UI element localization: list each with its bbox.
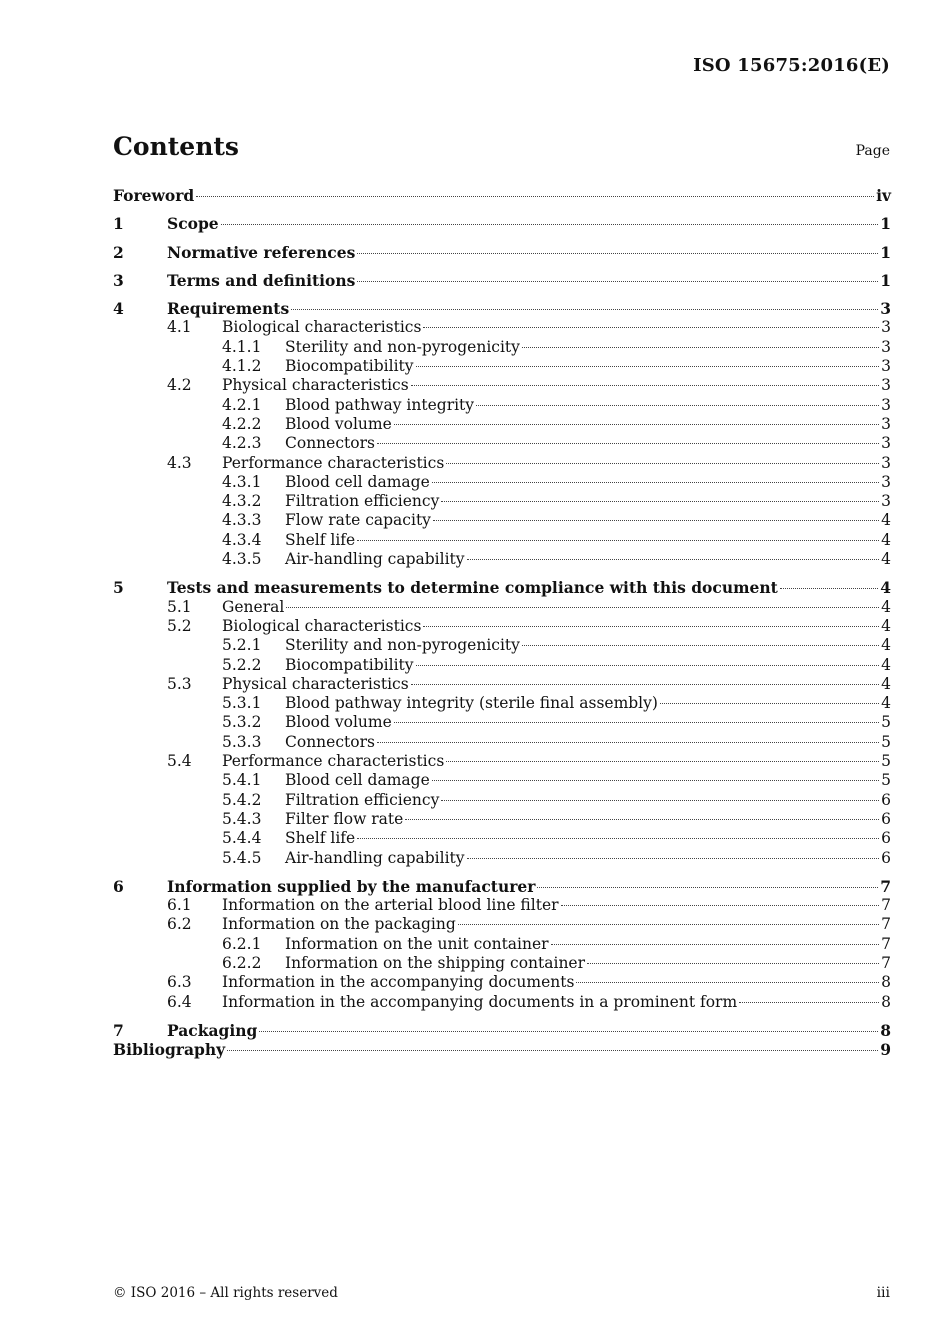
- toc-entry-page: 6: [881, 848, 891, 867]
- toc-entry-number: 2: [113, 242, 124, 262]
- table-of-contents: [113, 186, 891, 1059]
- toc-entry[interactable]: [113, 318, 891, 337]
- toc-entry[interactable]: [113, 896, 891, 915]
- toc-entry-title: Foreword: [113, 186, 195, 205]
- toc-entry-page: 4: [881, 511, 891, 530]
- toc-entry-title: Blood volume: [285, 713, 392, 732]
- toc-dot-leader: [377, 742, 879, 743]
- toc-entry-title: Biological characteristics: [222, 616, 422, 635]
- toc-entry-number: 5.4.1: [222, 771, 262, 790]
- toc-entry-title: Filtration efficiency: [285, 492, 440, 511]
- toc-dot-leader: [416, 665, 880, 666]
- toc-dot-leader: [394, 722, 879, 723]
- toc-dot-leader: [423, 626, 879, 627]
- toc-entry-title: Information in the accompanying documents in a prominent form: [222, 992, 738, 1011]
- toc-entry-page: 3: [881, 472, 891, 491]
- toc-entry-page: 3: [881, 337, 891, 356]
- toc-entry-page: 3: [881, 434, 891, 453]
- toc-entry[interactable]: [113, 829, 891, 848]
- toc-entry-title: Biocompatibility: [285, 357, 414, 376]
- toc-entry-number: 4.2.3: [222, 434, 262, 453]
- toc-entry[interactable]: [113, 791, 891, 810]
- toc-entry[interactable]: [113, 849, 891, 868]
- toc-dot-leader: [286, 607, 879, 608]
- toc-entry[interactable]: [113, 935, 891, 954]
- toc-entry[interactable]: [113, 338, 891, 357]
- toc-entry-number: 6: [113, 876, 124, 896]
- toc-entry[interactable]: [113, 954, 891, 973]
- toc-entry[interactable]: [113, 214, 891, 233]
- toc-entry-title: Shelf life: [285, 530, 356, 549]
- toc-entry-title: Air-handling capability: [285, 550, 465, 569]
- toc-entry-page: 1: [880, 270, 891, 290]
- toc-entry-number: 6.3: [167, 973, 192, 992]
- toc-dot-leader: [433, 520, 879, 521]
- toc-entry-page: 3: [881, 492, 891, 511]
- toc-entry-page: 4: [881, 694, 891, 713]
- toc-entry-number: 5.3.1: [222, 694, 262, 713]
- toc-entry-page: 4: [881, 530, 891, 549]
- toc-entry-page: 1: [880, 242, 891, 262]
- toc-entry-number: 4.1.2: [222, 357, 262, 376]
- toc-entry[interactable]: [113, 531, 891, 550]
- toc-entry-number: 5.3.3: [222, 732, 262, 751]
- toc-entry[interactable]: [113, 1021, 891, 1040]
- toc-entry-title: Information on the shipping container: [285, 953, 586, 972]
- toc-entry[interactable]: [113, 550, 891, 569]
- toc-dot-leader: [357, 838, 879, 839]
- toc-entry-page: 5: [881, 752, 891, 771]
- toc-dot-leader: [291, 309, 878, 310]
- toc-dot-leader: [441, 800, 879, 801]
- toc-entry-page: 5: [881, 771, 891, 790]
- toc-entry-number: 1: [113, 214, 124, 234]
- toc-entry-title: Connectors: [285, 732, 375, 751]
- toc-entry-title: Sterility and non-pyrogenicity: [285, 636, 520, 655]
- toc-dot-leader: [522, 645, 879, 646]
- toc-entry-page: 8: [881, 992, 891, 1011]
- toc-entry-number: 4.3.3: [222, 511, 262, 530]
- toc-entry-title: Information supplied by the manufacturer: [167, 876, 536, 896]
- toc-entry[interactable]: [113, 771, 891, 790]
- toc-dot-leader: [441, 501, 879, 502]
- toc-entry-page: 6: [881, 790, 891, 809]
- toc-entry-page: 5: [881, 732, 891, 751]
- toc-dot-leader: [357, 253, 878, 254]
- toc-entry-page: 1: [880, 214, 891, 234]
- toc-entry-number: 6.2.1: [222, 934, 262, 953]
- toc-entry[interactable]: [113, 357, 891, 376]
- toc-entry-title: Blood pathway integrity (sterile final assembly): [285, 694, 658, 713]
- toc-entry-page: 3: [880, 299, 891, 319]
- toc-entry-title: Requirements: [167, 299, 290, 319]
- toc-entry-page: 6: [881, 829, 891, 848]
- toc-dot-leader: [227, 1050, 878, 1051]
- toc-entry-page: 4: [881, 597, 891, 616]
- toc-entry-number: 5: [113, 578, 124, 598]
- toc-dot-leader: [416, 366, 880, 367]
- toc-dot-leader: [467, 559, 880, 560]
- toc-entry-title: Flow rate capacity: [285, 511, 431, 530]
- toc-entry[interactable]: [113, 598, 891, 617]
- toc-entry-title: Biocompatibility: [285, 655, 414, 674]
- toc-entry-title: Tests and measurements to determine compliance with this document: [167, 578, 778, 598]
- toc-dot-leader: [446, 463, 879, 464]
- toc-entry-title: Blood cell damage: [285, 472, 430, 491]
- toc-entry-number: 5.4.2: [222, 790, 262, 809]
- toc-dot-leader: [476, 405, 879, 406]
- toc-dot-leader: [405, 819, 879, 820]
- toc-entry-title: Performance characteristics: [222, 453, 445, 472]
- toc-entry[interactable]: [113, 492, 891, 511]
- toc-entry-number: 5.4: [167, 752, 192, 771]
- toc-dot-leader: [423, 327, 879, 328]
- toc-entry-title: Physical characteristics: [222, 674, 409, 693]
- toc-entry-number: 4.3.4: [222, 530, 262, 549]
- toc-entry-number: 5.4.4: [222, 829, 262, 848]
- toc-entry-number: 5.3: [167, 674, 192, 693]
- toc-entry-page: 4: [881, 636, 891, 655]
- toc-entry[interactable]: [113, 617, 891, 636]
- toc-entry-title: Information in the accompanying documents: [222, 973, 575, 992]
- toc-entry-number: 5.2.2: [222, 655, 262, 674]
- toc-entry-number: 4.3.5: [222, 550, 262, 569]
- toc-entry-page: 7: [881, 915, 891, 934]
- toc-entry-number: 5.2: [167, 616, 192, 635]
- toc-entry[interactable]: [113, 694, 891, 713]
- toc-entry-number: 6.2.2: [222, 953, 262, 972]
- toc-entry-page: 8: [881, 973, 891, 992]
- toc-dot-leader: [561, 905, 880, 906]
- toc-entry[interactable]: [113, 1040, 891, 1059]
- toc-entry[interactable]: [113, 877, 891, 896]
- toc-dot-leader: [587, 963, 879, 964]
- toc-entry-title: Filter flow rate: [285, 809, 404, 828]
- toc-entry-number: 4.3: [167, 453, 192, 472]
- toc-dot-leader: [551, 944, 880, 945]
- toc-entry[interactable]: [113, 243, 891, 262]
- toc-entry-page: 3: [881, 453, 891, 472]
- toc-entry[interactable]: [113, 511, 891, 530]
- toc-entry[interactable]: [113, 636, 891, 655]
- footer-copyright: © ISO 2016 – All rights reserved: [113, 1285, 338, 1301]
- toc-entry-number: 6.2: [167, 915, 192, 934]
- toc-entry-title: Performance characteristics: [222, 752, 445, 771]
- toc-entry-number: 5.3.2: [222, 713, 262, 732]
- toc-entry-title: Packaging: [167, 1020, 258, 1040]
- toc-entry-page: 3: [881, 318, 891, 337]
- toc-dot-leader: [739, 1002, 879, 1003]
- toc-entry-title: Connectors: [285, 434, 375, 453]
- toc-dot-leader: [537, 887, 878, 888]
- toc-entry[interactable]: [113, 973, 891, 992]
- toc-dot-leader: [467, 858, 880, 859]
- toc-entry-title: Terms and definitions: [167, 270, 356, 290]
- toc-dot-leader: [576, 982, 879, 983]
- page-column-label: Page: [855, 143, 890, 159]
- toc-dot-leader: [411, 684, 879, 685]
- toc-entry-number: 4.1.1: [222, 337, 262, 356]
- toc-entry-number: 4.1: [167, 318, 192, 337]
- toc-entry-page: 4: [881, 550, 891, 569]
- toc-entry-page: 9: [880, 1040, 891, 1060]
- toc-dot-leader: [660, 703, 879, 704]
- toc-entry-page: 3: [881, 376, 891, 395]
- toc-entry-page: 7: [881, 934, 891, 953]
- toc-entry[interactable]: [113, 656, 891, 675]
- toc-entry-title: Information on the arterial blood line filter: [222, 896, 559, 915]
- toc-entry-page: 8: [880, 1020, 891, 1040]
- toc-entry-number: 6.4: [167, 992, 192, 1011]
- toc-entry-title: Scope: [167, 214, 219, 234]
- toc-entry-title: Blood pathway integrity: [285, 395, 475, 414]
- toc-dot-leader: [357, 540, 879, 541]
- toc-entry[interactable]: [113, 473, 891, 492]
- toc-entry-page: 7: [881, 896, 891, 915]
- toc-entry-page: 5: [881, 713, 891, 732]
- toc-entry[interactable]: [113, 415, 891, 434]
- toc-entry-title: Bibliography: [113, 1040, 226, 1060]
- toc-entry-title: Information on the packaging: [222, 915, 456, 934]
- toc-entry-number: 7: [113, 1020, 124, 1040]
- toc-entry-number: 4: [113, 299, 124, 319]
- toc-entry-number: 4.3.1: [222, 472, 262, 491]
- toc-entry-page: 4: [881, 655, 891, 674]
- toc-entry-number: 4.2.2: [222, 414, 262, 433]
- toc-entry-page: 4: [880, 578, 891, 598]
- toc-dot-leader: [458, 924, 879, 925]
- toc-entry-number: 6.1: [167, 896, 192, 915]
- footer-page-number: iii: [876, 1285, 890, 1301]
- toc-entry-title: Physical characteristics: [222, 376, 409, 395]
- toc-dot-leader: [357, 281, 878, 282]
- toc-entry-page: 7: [880, 876, 891, 896]
- toc-entry[interactable]: [113, 915, 891, 934]
- toc-entry-number: 4.3.2: [222, 492, 262, 511]
- toc-entry-number: 3: [113, 270, 124, 290]
- toc-entry[interactable]: [113, 578, 891, 597]
- toc-entry[interactable]: [113, 675, 891, 694]
- toc-entry-title: Filtration efficiency: [285, 790, 440, 809]
- toc-entry[interactable]: [113, 434, 891, 453]
- toc-entry[interactable]: [113, 810, 891, 829]
- document-standard-id: ISO 15675:2016(E): [693, 55, 890, 76]
- contents-heading: Contents: [113, 132, 240, 161]
- toc-dot-leader: [377, 443, 879, 444]
- toc-entry-number: 5.2.1: [222, 636, 262, 655]
- toc-dot-leader: [411, 385, 879, 386]
- toc-entry-title: Blood cell damage: [285, 771, 430, 790]
- toc-entry-title: Blood volume: [285, 414, 392, 433]
- toc-entry[interactable]: [113, 271, 891, 290]
- toc-entry[interactable]: [113, 713, 891, 732]
- toc-entry-number: 5.4.3: [222, 809, 262, 828]
- toc-entry-number: 4.2.1: [222, 395, 262, 414]
- toc-entry-page: 3: [881, 395, 891, 414]
- toc-entry-page: 7: [881, 953, 891, 972]
- toc-entry[interactable]: [113, 733, 891, 752]
- toc-entry[interactable]: [113, 186, 891, 205]
- toc-entry-title: Normative references: [167, 242, 356, 262]
- toc-entry[interactable]: [113, 299, 891, 318]
- toc-dot-leader: [432, 780, 879, 781]
- toc-entry-title: Information on the unit container: [285, 934, 549, 953]
- toc-entry-page: 4: [881, 616, 891, 635]
- toc-dot-leader: [196, 196, 874, 197]
- toc-entry[interactable]: [113, 993, 891, 1012]
- toc-entry-number: 4.2: [167, 376, 192, 395]
- toc-dot-leader: [780, 588, 878, 589]
- toc-dot-leader: [259, 1031, 878, 1032]
- toc-entry-title: Biological characteristics: [222, 318, 422, 337]
- toc-dot-leader: [432, 482, 879, 483]
- toc-entry[interactable]: [113, 454, 891, 473]
- toc-dot-leader: [446, 761, 879, 762]
- toc-entry-page: 6: [881, 809, 891, 828]
- toc-entry-page: 3: [881, 357, 891, 376]
- toc-entry-title: Air-handling capability: [285, 848, 465, 867]
- toc-entry-title: Sterility and non-pyrogenicity: [285, 337, 520, 356]
- toc-entry-title: Shelf life: [285, 829, 356, 848]
- toc-entry-number: 5.4.5: [222, 848, 262, 867]
- toc-entry[interactable]: [113, 752, 891, 771]
- toc-dot-leader: [522, 347, 879, 348]
- toc-dot-leader: [394, 424, 879, 425]
- toc-entry-page: iv: [876, 186, 891, 205]
- toc-entry[interactable]: [113, 396, 891, 415]
- toc-entry-page: 4: [881, 674, 891, 693]
- toc-entry-title: General: [222, 597, 285, 616]
- toc-dot-leader: [221, 224, 879, 225]
- toc-entry[interactable]: [113, 376, 891, 395]
- toc-entry-number: 5.1: [167, 597, 192, 616]
- toc-entry-page: 3: [881, 414, 891, 433]
